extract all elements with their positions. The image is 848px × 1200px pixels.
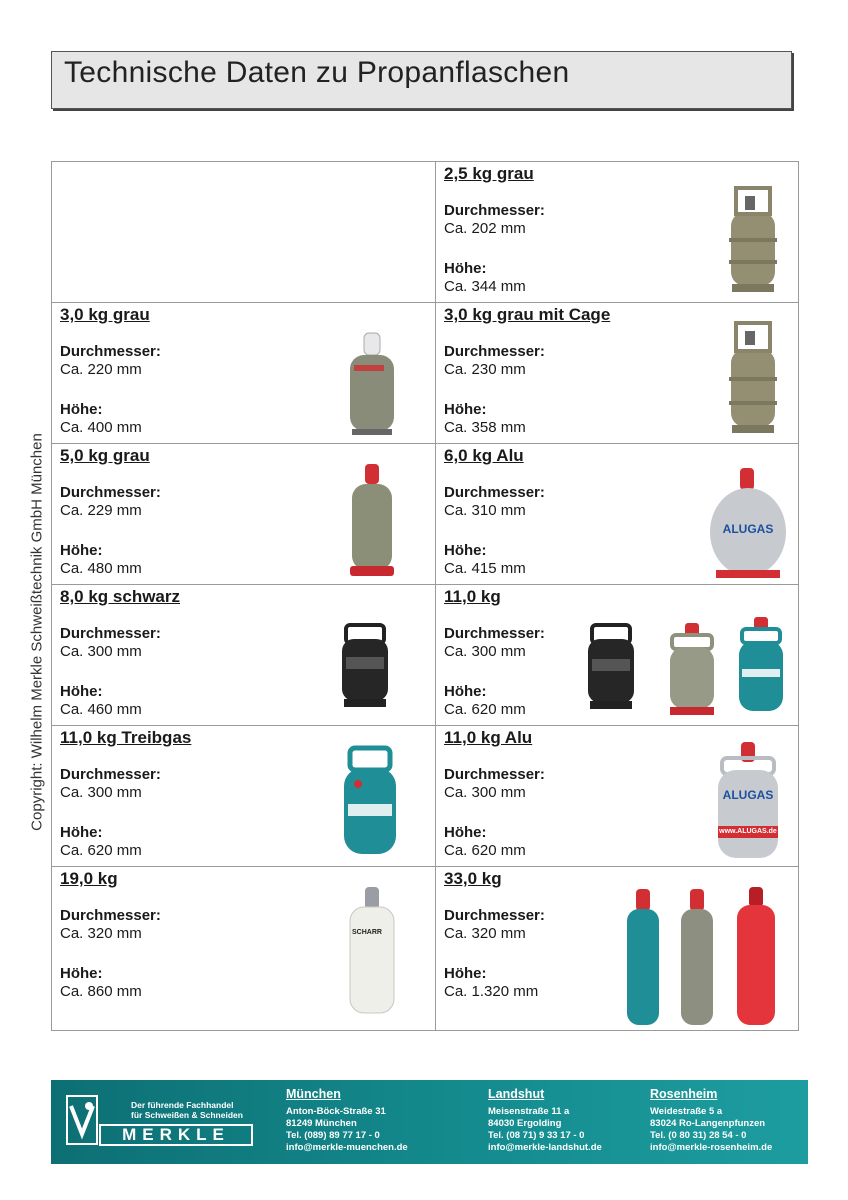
grey-gas-bottle-image — [664, 621, 720, 719]
product-name: 19,0 kg — [60, 869, 118, 888]
location-zip: 81249 München — [286, 1118, 357, 1129]
tagline-line: Der führende Fachhandel — [131, 1100, 234, 1110]
product-cell — [436, 162, 799, 303]
brand-label: ALUGAS — [722, 522, 774, 536]
page-title: Technische Daten zu Propanflaschen — [64, 56, 570, 89]
height-label: Höhe: — [60, 542, 103, 559]
height-value: Ca. 620 mm — [60, 842, 142, 859]
tagline-line: für Schweißen & Schneiden — [131, 1110, 243, 1120]
grey-gas-bottle-with-cage-image — [718, 182, 788, 297]
black-gas-bottle-image — [336, 621, 394, 711]
location-email[interactable]: info@merkle-muenchen.de — [286, 1142, 408, 1153]
location-street: Meisenstraße 11 a — [488, 1106, 570, 1117]
location-email[interactable]: info@merkle-rosenheim.de — [650, 1142, 773, 1153]
product-name: 5,0 kg grau — [60, 446, 150, 465]
location-rosenheim — [650, 1086, 772, 1154]
height-value: Ca. 860 mm — [60, 983, 142, 1000]
black-gas-bottle-image — [582, 621, 640, 713]
table-row — [52, 444, 799, 585]
location-phone: Tel. (08 71) 9 33 17 - 0 — [488, 1130, 585, 1141]
product-cell — [52, 867, 436, 1031]
red-gas-bottle-image — [734, 885, 778, 1029]
product-name: 2,5 kg grau — [444, 164, 534, 183]
diameter-label: Durchmesser: — [60, 484, 161, 501]
location-city: Landshut — [488, 1087, 545, 1101]
diameter-value: Ca. 229 mm — [60, 502, 142, 519]
location-phone: Tel. (0 80 31) 28 54 - 0 — [650, 1130, 747, 1141]
product-name: 33,0 kg — [444, 869, 502, 888]
height-value: Ca. 620 mm — [444, 701, 526, 718]
logo-wordmark: MERKLE — [99, 1124, 253, 1146]
diameter-label: Durchmesser: — [60, 766, 161, 783]
table-row — [52, 303, 799, 444]
product-cell — [52, 303, 436, 444]
diameter-label: Durchmesser: — [60, 343, 161, 360]
product-cell — [436, 867, 799, 1031]
table-row — [52, 162, 799, 303]
diameter-value: Ca. 310 mm — [444, 502, 526, 519]
diameter-label: Durchmesser: — [444, 484, 545, 501]
diameter-value: Ca. 300 mm — [444, 643, 526, 660]
location-street: Anton-Böck-Straße 31 — [286, 1106, 386, 1117]
height-value: Ca. 358 mm — [444, 419, 526, 436]
diameter-label: Durchmesser: — [60, 625, 161, 642]
location-street: Weidestraße 5 a — [650, 1106, 723, 1117]
height-label: Höhe: — [60, 683, 103, 700]
product-cell — [436, 303, 799, 444]
diameter-label: Durchmesser: — [444, 343, 545, 360]
height-value: Ca. 460 mm — [60, 701, 142, 718]
grey-gas-bottle-image — [344, 329, 400, 439]
location-zip: 83024 Ro-Langenpfunzen — [650, 1118, 766, 1129]
height-label: Höhe: — [444, 542, 487, 559]
product-name: 11,0 kg — [444, 587, 501, 606]
location-email[interactable]: info@merkle-landshut.de — [488, 1142, 602, 1153]
product-cell — [52, 444, 436, 585]
grey-gas-bottle-with-cage-image — [718, 317, 788, 437]
diameter-label: Durchmesser: — [444, 766, 545, 783]
height-label: Höhe: — [60, 824, 103, 841]
table-row — [52, 585, 799, 726]
height-value: Ca. 1.320 mm — [444, 983, 539, 1000]
teal-gas-bottle-image — [338, 744, 402, 862]
copyright-text: Copyright: Wilhelm Merkle Schweißtechnik GmbH München — [28, 433, 46, 831]
brand-label: ALUGAS — [722, 788, 774, 802]
table-row — [52, 726, 799, 867]
height-value: Ca. 415 mm — [444, 560, 526, 577]
location-muenchen — [286, 1086, 408, 1154]
diameter-label: Durchmesser: — [444, 907, 545, 924]
height-label: Höhe: — [60, 965, 103, 982]
height-label: Höhe: — [444, 824, 487, 841]
product-name: 11,0 kg Treibgas — [60, 728, 192, 747]
product-name: 8,0 kg schwarz — [60, 587, 181, 606]
diameter-value: Ca. 220 mm — [60, 361, 142, 378]
diameter-value: Ca. 300 mm — [60, 643, 142, 660]
empty-cell — [52, 162, 436, 303]
logo-tagline — [131, 1100, 243, 1120]
diameter-value: Ca. 230 mm — [444, 361, 526, 378]
alu-gas-bottle-image — [708, 466, 788, 580]
location-zip: 84030 Ergolding — [488, 1118, 562, 1129]
diameter-value: Ca. 202 mm — [444, 220, 526, 237]
product-cell — [52, 585, 436, 726]
diameter-value: Ca. 320 mm — [444, 925, 526, 942]
alu-gas-bottle-image — [714, 740, 782, 864]
height-value: Ca. 400 mm — [60, 419, 142, 436]
height-label: Höhe: — [444, 683, 487, 700]
title-box — [51, 51, 792, 109]
location-city: Rosenheim — [650, 1087, 718, 1101]
grey-gas-bottle-image — [344, 462, 400, 580]
diameter-label: Durchmesser: — [60, 907, 161, 924]
product-name: 6,0 kg Alu — [444, 446, 524, 465]
location-phone: Tel. (089) 89 77 17 - 0 — [286, 1130, 380, 1141]
brand-label: SCHARR — [352, 929, 382, 936]
specs-table — [51, 161, 799, 1031]
diameter-value: Ca. 300 mm — [444, 784, 526, 801]
white-gas-bottle-image — [346, 885, 398, 1017]
welding-spark-icon — [65, 1094, 99, 1146]
brand-url: www.ALUGAS.de — [719, 828, 777, 835]
teal-gas-bottle-image — [624, 887, 662, 1029]
product-name: 3,0 kg grau — [60, 305, 150, 324]
product-cell — [52, 726, 436, 867]
location-city: München — [286, 1087, 341, 1101]
height-value: Ca. 480 mm — [60, 560, 142, 577]
grey-gas-bottle-image — [678, 887, 716, 1029]
diameter-label: Durchmesser: — [444, 625, 545, 642]
height-label: Höhe: — [60, 401, 103, 418]
product-cell — [436, 726, 799, 867]
height-value: Ca. 620 mm — [444, 842, 526, 859]
diameter-label: Durchmesser: — [444, 202, 545, 219]
teal-gas-bottle-image — [734, 615, 788, 719]
height-label: Höhe: — [444, 401, 487, 418]
footer-banner — [51, 1080, 808, 1164]
product-name: 3,0 kg grau mit Cage — [444, 305, 611, 324]
product-cell — [436, 444, 799, 585]
table-row — [52, 867, 799, 1031]
diameter-value: Ca. 320 mm — [60, 925, 142, 942]
product-cell — [436, 585, 799, 726]
merkle-logo — [65, 1094, 255, 1150]
product-name: 11,0 kg Alu — [444, 728, 533, 747]
location-landshut — [488, 1086, 602, 1154]
height-label: Höhe: — [444, 260, 487, 277]
height-label: Höhe: — [444, 965, 487, 982]
height-value: Ca. 344 mm — [444, 278, 526, 295]
diameter-value: Ca. 300 mm — [60, 784, 142, 801]
